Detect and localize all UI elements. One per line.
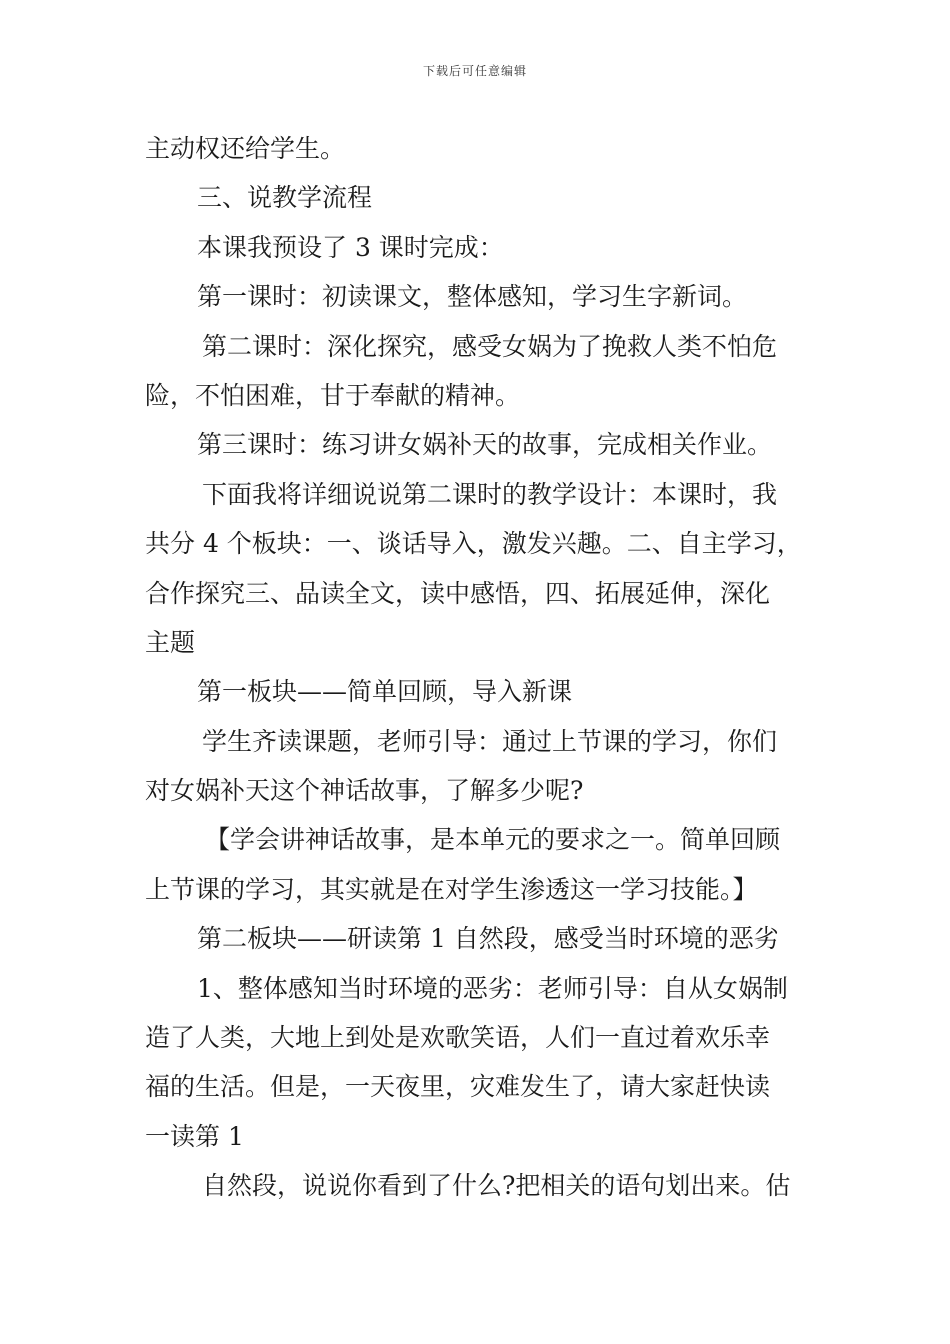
paragraph-line: 下面我将详细说说第二课时的教学设计：本课时，我 — [202, 479, 778, 509]
paragraph-line: 学生齐读课题，老师引导：通过上节课的学习，你们 — [202, 726, 778, 756]
section-heading: 三、说教学流程 — [197, 183, 373, 213]
paragraph-line: 福的生活。但是，一天夜里，灾难发生了，请大家赶快读 — [145, 1072, 771, 1102]
paragraph-line: 第一课时：初读课文，整体感知，学习生字新词。 — [197, 282, 748, 312]
paragraph-line: 本课我预设了 3 课时完成： — [197, 232, 504, 262]
paragraph-line: 对女娲补天这个神话故事，了解多少呢? — [145, 776, 584, 806]
paragraph-line: 共分 4 个板块：一、谈话导入，激发兴趣。二、自主学习， — [145, 529, 802, 559]
paragraph-line: 主动权还给学生。 — [145, 134, 346, 163]
section-heading: 第一板块——简单回顾，导入新课 — [197, 677, 573, 707]
paragraph-line: 上节课的学习，其实就是在对学生渗透这一学习技能。】 — [145, 874, 758, 904]
paragraph-line: 第二课时：深化探究，感受女娲为了挽救人类不怕危 — [202, 331, 778, 361]
page-header-note: 下载后可任意编辑 — [422, 64, 527, 78]
paragraph-line: 主题 — [145, 627, 196, 657]
paragraph-line: 1、整体感知当时环境的恶劣：老师引导：自从女娲制 — [197, 973, 788, 1003]
paragraph-line: 第三课时：练习讲女娲补天的故事，完成相关作业。 — [197, 430, 773, 460]
section-heading: 第二板块——研读第 1 自然段，感受当时环境的恶劣 — [197, 924, 779, 954]
paragraph-line: 自然段，说说你看到了什么?把相关的语句划出来。估 — [202, 1171, 791, 1201]
paragraph-line: 合作探究三、品读全文，读中感悟，四、拓展延伸，深化 — [145, 578, 771, 608]
document-body — [145, 124, 809, 1211]
paragraph-line: 一读第 1 — [145, 1121, 244, 1151]
paragraph-line: 【学会讲神话故事，是本单元的要求之一。简单回顾 — [205, 825, 781, 855]
paragraph-line: 造了人类，大地上到处是欢歌笑语，人们一直过着欢乐幸 — [145, 1023, 771, 1053]
paragraph-line: 险，不怕困难，甘于奉献的精神。 — [145, 380, 521, 410]
